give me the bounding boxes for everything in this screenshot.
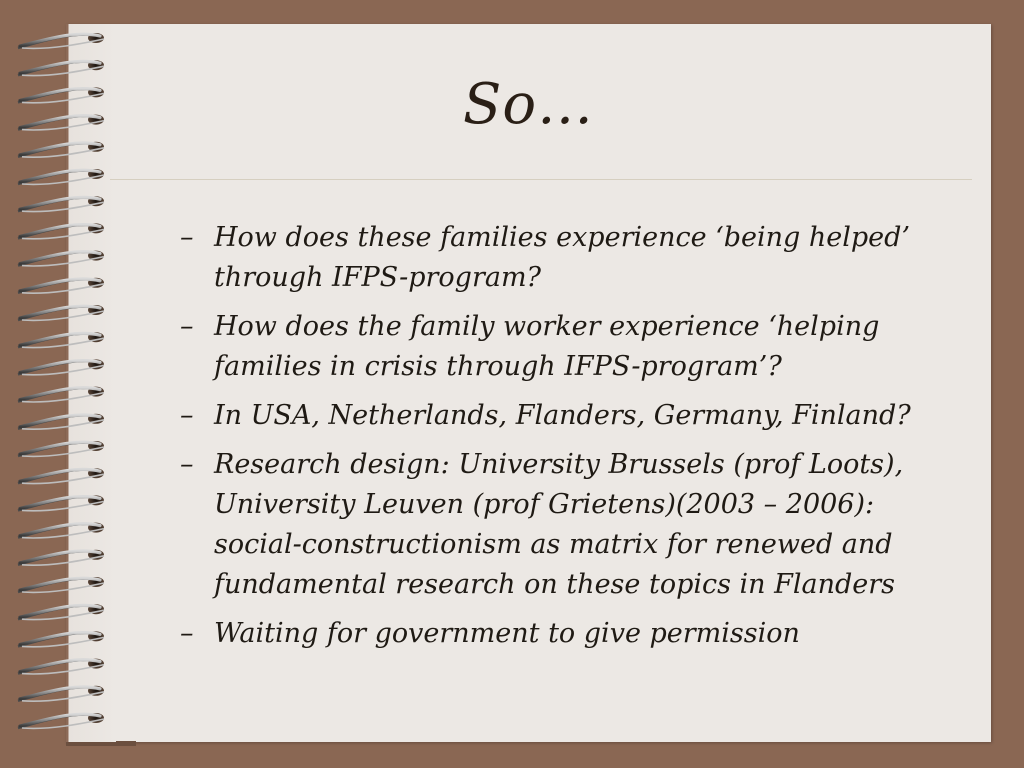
bullet-dash: –: [180, 222, 194, 253]
bullet-text: How does these families experience ‘being helped’ through IFPS-program?: [214, 222, 911, 293]
spiral-ring: [18, 33, 104, 48]
bullet-item: [180, 218, 970, 298]
bullet-dash: –: [180, 311, 194, 342]
spiral-ring: [18, 604, 104, 619]
spiral-ring: [18, 441, 104, 456]
spiral-ring: [18, 495, 104, 510]
bullet-text: Waiting for government to give permission: [214, 618, 800, 649]
bullet-item: [180, 614, 970, 654]
spiral-ring: [18, 278, 104, 293]
bullet-item: [180, 396, 970, 436]
spiral-ring: [18, 686, 104, 701]
bullet-item: [180, 307, 970, 387]
spiral-ring: [18, 332, 104, 347]
spiral-ring: [18, 142, 104, 157]
spiral-ring: [18, 223, 104, 238]
slide-title: So…: [462, 72, 595, 137]
bullet-dash: –: [180, 449, 194, 480]
spiral-ring: [18, 550, 104, 565]
spiral-ring: [18, 305, 104, 320]
bullet-text: Research design: University Brussels (prof Loots), University Leuven (prof Grietens)(2003 – 2006): social-constructionism as matrix for renewed and fundamental research on these topics in Flanders: [214, 449, 904, 600]
bullet-text: How does the family worker experience ‘helping families in crisis through IFPS-program’?: [214, 311, 880, 382]
spiral-ring: [18, 414, 104, 429]
bullet-dash: –: [180, 400, 194, 431]
bullet-list: [180, 218, 970, 663]
spiral-ring: [18, 523, 104, 538]
spiral-ring: [18, 713, 104, 728]
bullet-dash: –: [180, 618, 194, 649]
spiral-ring: [18, 251, 104, 266]
spiral-ring: [18, 169, 104, 184]
spiral-ring: [18, 468, 104, 483]
spiral-ring: [18, 659, 104, 674]
spiral-ring: [18, 196, 104, 211]
title-divider: [110, 179, 972, 180]
spiral-ring: [18, 631, 104, 646]
spiral-ring: [18, 577, 104, 592]
spiral-ring: [18, 387, 104, 402]
spiral-ring: [18, 359, 104, 374]
bullet-item: [180, 445, 970, 605]
bullet-text: In USA, Netherlands, Flanders, Germany, Finland?: [214, 400, 911, 431]
